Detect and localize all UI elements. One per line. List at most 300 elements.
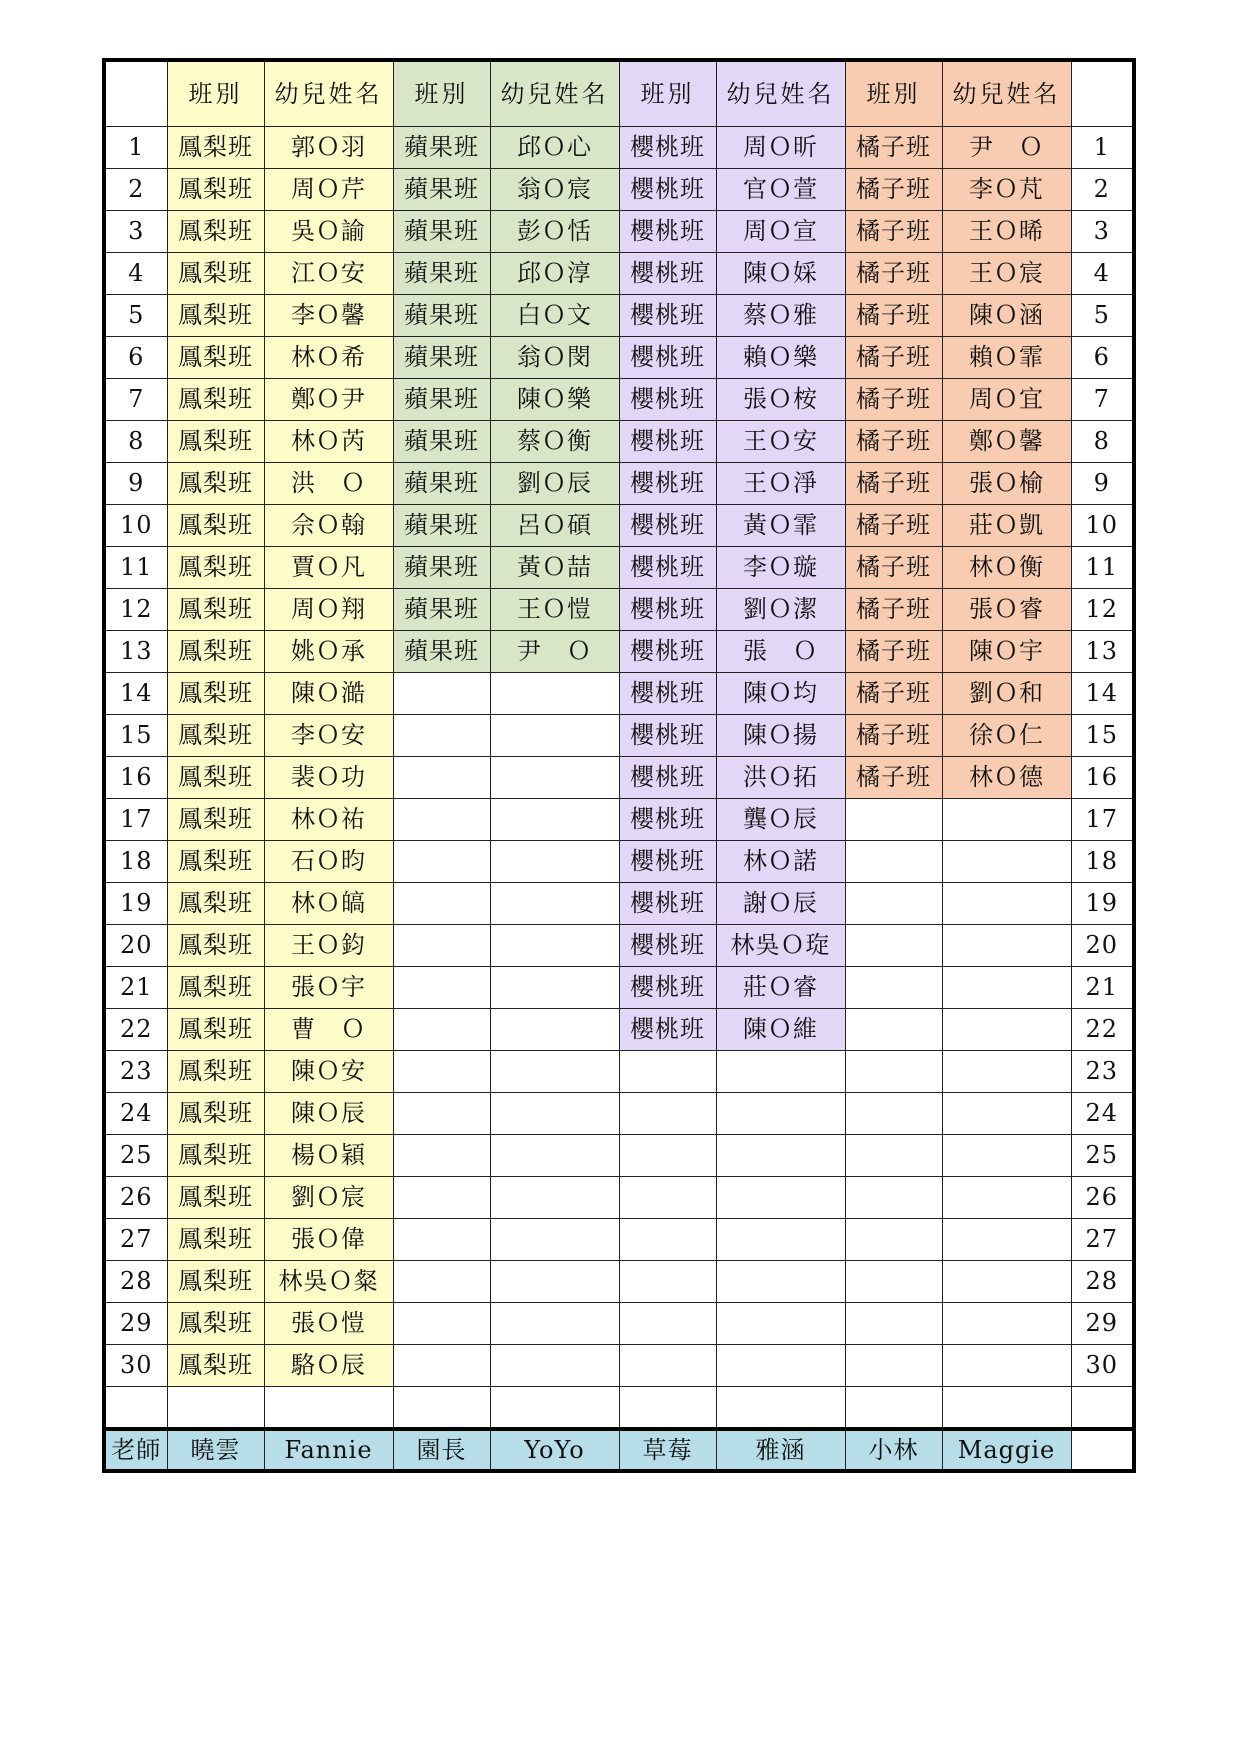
class-cell <box>393 673 490 715</box>
header-corner-right <box>1071 60 1134 127</box>
child-name-cell: 陳Ｏ維 <box>716 1009 845 1051</box>
child-name-cell: 林Ｏ希 <box>264 337 393 379</box>
class-cell: 櫻桃班 <box>619 547 716 589</box>
class-cell <box>619 1303 716 1345</box>
table-row <box>104 505 1134 547</box>
row-number-left: 23 <box>104 1051 167 1093</box>
blank-cell <box>1071 1387 1134 1430</box>
row-number-right: 16 <box>1071 757 1134 799</box>
child-name-cell: 賴Ｏ樂 <box>716 337 845 379</box>
class-cell: 鳳梨班 <box>167 1261 264 1303</box>
child-name-cell: 王Ｏ安 <box>716 421 845 463</box>
child-name-cell: 林吳Ｏ琁 <box>716 925 845 967</box>
row-number-right: 8 <box>1071 421 1134 463</box>
row-number-left: 29 <box>104 1303 167 1345</box>
child-name-cell: 江Ｏ安 <box>264 253 393 295</box>
class-cell: 鳳梨班 <box>167 1135 264 1177</box>
table-row <box>104 1177 1134 1219</box>
child-name-cell: 姚Ｏ承 <box>264 631 393 673</box>
header-name-label: 幼兒姓名 <box>490 60 619 127</box>
blank-cell <box>942 1387 1071 1430</box>
class-cell <box>619 1219 716 1261</box>
class-cell: 鳳梨班 <box>167 253 264 295</box>
row-number-left: 7 <box>104 379 167 421</box>
class-cell <box>393 1051 490 1093</box>
class-cell: 鳳梨班 <box>167 379 264 421</box>
child-name-cell <box>490 1135 619 1177</box>
child-name-cell: 王Ｏ愷 <box>490 589 619 631</box>
class-cell: 蘋果班 <box>393 547 490 589</box>
row-number-right: 11 <box>1071 547 1134 589</box>
class-cell: 鳳梨班 <box>167 799 264 841</box>
class-cell: 鳳梨班 <box>167 463 264 505</box>
class-cell <box>845 1135 942 1177</box>
class-cell <box>393 1345 490 1387</box>
class-cell <box>393 1093 490 1135</box>
class-cell <box>393 757 490 799</box>
table-row <box>104 463 1134 505</box>
row-number-right: 19 <box>1071 883 1134 925</box>
teacher-name: 小林 <box>845 1429 942 1471</box>
blank-cell <box>104 1387 167 1430</box>
child-name-cell: 彭Ｏ恬 <box>490 211 619 253</box>
blank-cell <box>393 1387 490 1430</box>
class-cell: 橘子班 <box>845 673 942 715</box>
row-number-right: 4 <box>1071 253 1134 295</box>
class-cell: 櫻桃班 <box>619 295 716 337</box>
class-cell <box>845 967 942 1009</box>
class-cell: 橘子班 <box>845 757 942 799</box>
child-name-cell <box>490 883 619 925</box>
class-cell: 鳳梨班 <box>167 505 264 547</box>
class-cell <box>845 1051 942 1093</box>
child-name-cell <box>490 1093 619 1135</box>
table-row <box>104 1093 1134 1135</box>
class-cell: 橘子班 <box>845 421 942 463</box>
class-cell: 蘋果班 <box>393 505 490 547</box>
child-name-cell: 林Ｏ皜 <box>264 883 393 925</box>
class-cell: 蘋果班 <box>393 253 490 295</box>
table-row <box>104 967 1134 1009</box>
teacher-blank-cell <box>1071 1429 1134 1471</box>
row-number-left: 11 <box>104 547 167 589</box>
header-corner-left <box>104 60 167 127</box>
class-cell: 櫻桃班 <box>619 421 716 463</box>
child-name-cell: 翁Ｏ閔 <box>490 337 619 379</box>
class-cell: 蘋果班 <box>393 421 490 463</box>
class-cell: 橘子班 <box>845 589 942 631</box>
child-name-cell: 林Ｏ德 <box>942 757 1071 799</box>
child-name-cell: 駱Ｏ辰 <box>264 1345 393 1387</box>
class-cell: 橘子班 <box>845 715 942 757</box>
row-number-left: 12 <box>104 589 167 631</box>
class-cell: 蘋果班 <box>393 211 490 253</box>
child-name-cell <box>490 841 619 883</box>
class-cell: 橘子班 <box>845 169 942 211</box>
class-cell <box>393 715 490 757</box>
child-name-cell: 周Ｏ宣 <box>716 211 845 253</box>
child-name-cell <box>490 715 619 757</box>
table-row <box>104 715 1134 757</box>
table-row <box>104 673 1134 715</box>
class-cell <box>845 1093 942 1135</box>
table-row <box>104 337 1134 379</box>
header-row <box>104 60 1134 127</box>
table-row <box>104 253 1134 295</box>
row-number-right: 14 <box>1071 673 1134 715</box>
class-cell <box>393 841 490 883</box>
child-name-cell <box>490 1303 619 1345</box>
child-name-cell <box>942 1177 1071 1219</box>
class-cell <box>845 1219 942 1261</box>
teacher-name: 園長 <box>393 1429 490 1471</box>
child-name-cell: 陳Ｏ宇 <box>942 631 1071 673</box>
child-name-cell: 劉Ｏ和 <box>942 673 1071 715</box>
child-name-cell: 蔡Ｏ衡 <box>490 421 619 463</box>
table-row <box>104 295 1134 337</box>
child-name-cell <box>716 1303 845 1345</box>
table-row <box>104 211 1134 253</box>
child-name-cell <box>942 1093 1071 1135</box>
row-number-left: 14 <box>104 673 167 715</box>
row-number-right: 24 <box>1071 1093 1134 1135</box>
child-name-cell <box>490 1219 619 1261</box>
class-cell: 蘋果班 <box>393 337 490 379</box>
class-cell: 鳳梨班 <box>167 757 264 799</box>
child-name-cell: 王Ｏ鈞 <box>264 925 393 967</box>
table-row <box>104 799 1134 841</box>
row-number-left: 25 <box>104 1135 167 1177</box>
row-number-left: 19 <box>104 883 167 925</box>
class-cell: 櫻桃班 <box>619 715 716 757</box>
row-number-left: 16 <box>104 757 167 799</box>
blank-cell <box>490 1387 619 1430</box>
class-cell: 橘子班 <box>845 127 942 169</box>
class-cell <box>393 1261 490 1303</box>
blank-cell <box>264 1387 393 1430</box>
row-number-right: 9 <box>1071 463 1134 505</box>
child-name-cell <box>716 1345 845 1387</box>
child-name-cell: 陳Ｏ安 <box>264 1051 393 1093</box>
table-row <box>104 1303 1134 1345</box>
row-number-left: 3 <box>104 211 167 253</box>
class-cell: 鳳梨班 <box>167 337 264 379</box>
child-name-cell: 莊Ｏ睿 <box>716 967 845 1009</box>
class-cell: 櫻桃班 <box>619 631 716 673</box>
row-number-left: 5 <box>104 295 167 337</box>
child-name-cell: 李Ｏ安 <box>264 715 393 757</box>
table-row <box>104 1261 1134 1303</box>
child-name-cell: 張Ｏ愷 <box>264 1303 393 1345</box>
child-name-cell: 龔Ｏ辰 <box>716 799 845 841</box>
row-number-left: 26 <box>104 1177 167 1219</box>
child-name-cell: 黃Ｏ霏 <box>716 505 845 547</box>
class-cell: 蘋果班 <box>393 463 490 505</box>
child-name-cell: 周Ｏ昕 <box>716 127 845 169</box>
row-number-left: 20 <box>104 925 167 967</box>
child-name-cell: 尹 Ｏ <box>490 631 619 673</box>
table-row <box>104 379 1134 421</box>
class-cell: 櫻桃班 <box>619 211 716 253</box>
child-name-cell: 王Ｏ宸 <box>942 253 1071 295</box>
child-name-cell: 裴Ｏ功 <box>264 757 393 799</box>
class-cell: 橘子班 <box>845 505 942 547</box>
row-number-left: 18 <box>104 841 167 883</box>
child-name-cell: 陳Ｏ揚 <box>716 715 845 757</box>
child-name-cell: 邱Ｏ淳 <box>490 253 619 295</box>
class-cell: 櫻桃班 <box>619 505 716 547</box>
table-row <box>104 757 1134 799</box>
child-name-cell: 張Ｏ榆 <box>942 463 1071 505</box>
teacher-name: Maggie <box>942 1429 1071 1471</box>
class-cell: 橘子班 <box>845 379 942 421</box>
class-cell: 蘋果班 <box>393 379 490 421</box>
class-cell: 櫻桃班 <box>619 799 716 841</box>
child-name-cell: 呂Ｏ碩 <box>490 505 619 547</box>
class-cell: 櫻桃班 <box>619 337 716 379</box>
class-cell <box>845 1261 942 1303</box>
table-row <box>104 925 1134 967</box>
row-number-right: 10 <box>1071 505 1134 547</box>
class-cell: 蘋果班 <box>393 295 490 337</box>
child-name-cell: 曹 Ｏ <box>264 1009 393 1051</box>
class-cell <box>845 883 942 925</box>
row-number-left: 6 <box>104 337 167 379</box>
child-name-cell: 洪 Ｏ <box>264 463 393 505</box>
row-number-left: 22 <box>104 1009 167 1051</box>
child-name-cell <box>490 1345 619 1387</box>
blank-cell <box>845 1387 942 1430</box>
child-name-cell: 周Ｏ宜 <box>942 379 1071 421</box>
child-name-cell: 謝Ｏ辰 <box>716 883 845 925</box>
class-cell <box>845 1303 942 1345</box>
teacher-name: 雅涵 <box>716 1429 845 1471</box>
class-cell: 鳳梨班 <box>167 127 264 169</box>
child-name-cell <box>490 1051 619 1093</box>
class-cell: 橘子班 <box>845 295 942 337</box>
child-name-cell: 張Ｏ偉 <box>264 1219 393 1261</box>
row-number-right: 28 <box>1071 1261 1134 1303</box>
child-name-cell: 張Ｏ桉 <box>716 379 845 421</box>
class-cell: 橘子班 <box>845 547 942 589</box>
table-row <box>104 883 1134 925</box>
child-name-cell <box>942 841 1071 883</box>
row-number-right: 5 <box>1071 295 1134 337</box>
child-name-cell: 周Ｏ芹 <box>264 169 393 211</box>
child-name-cell: 張Ｏ宇 <box>264 967 393 1009</box>
child-name-cell <box>942 1135 1071 1177</box>
class-cell: 櫻桃班 <box>619 673 716 715</box>
child-name-cell <box>490 1177 619 1219</box>
row-number-right: 17 <box>1071 799 1134 841</box>
class-cell: 蘋果班 <box>393 589 490 631</box>
class-cell: 橘子班 <box>845 253 942 295</box>
class-cell: 櫻桃班 <box>619 841 716 883</box>
row-number-right: 22 <box>1071 1009 1134 1051</box>
child-name-cell <box>490 1009 619 1051</box>
row-number-left: 8 <box>104 421 167 463</box>
row-number-right: 7 <box>1071 379 1134 421</box>
child-name-cell: 劉Ｏ宸 <box>264 1177 393 1219</box>
class-cell: 鳳梨班 <box>167 967 264 1009</box>
class-cell <box>845 841 942 883</box>
blank-row <box>104 1387 1134 1430</box>
child-name-cell: 陳Ｏ澔 <box>264 673 393 715</box>
class-cell: 鳳梨班 <box>167 925 264 967</box>
class-cell: 鳳梨班 <box>167 295 264 337</box>
row-number-left: 2 <box>104 169 167 211</box>
class-cell: 鳳梨班 <box>167 883 264 925</box>
header-class-label: 班別 <box>619 60 716 127</box>
child-name-cell: 鄭Ｏ尹 <box>264 379 393 421</box>
row-number-right: 15 <box>1071 715 1134 757</box>
class-cell: 櫻桃班 <box>619 757 716 799</box>
class-cell: 鳳梨班 <box>167 211 264 253</box>
child-name-cell: 李Ｏ璇 <box>716 547 845 589</box>
child-name-cell <box>942 1051 1071 1093</box>
child-name-cell: 楊Ｏ穎 <box>264 1135 393 1177</box>
table-row <box>104 547 1134 589</box>
class-cell: 鳳梨班 <box>167 631 264 673</box>
child-name-cell: 陳Ｏ涵 <box>942 295 1071 337</box>
roster-table <box>102 58 1136 1473</box>
child-name-cell: 黃Ｏ喆 <box>490 547 619 589</box>
blank-cell <box>716 1387 845 1430</box>
row-number-right: 27 <box>1071 1219 1134 1261</box>
class-cell: 櫻桃班 <box>619 379 716 421</box>
class-cell: 櫻桃班 <box>619 1009 716 1051</box>
child-name-cell: 石Ｏ昀 <box>264 841 393 883</box>
table-row <box>104 421 1134 463</box>
class-cell <box>393 799 490 841</box>
child-name-cell: 林吳Ｏ粲 <box>264 1261 393 1303</box>
table-row <box>104 841 1134 883</box>
child-name-cell: 陳Ｏ均 <box>716 673 845 715</box>
header-name-label: 幼兒姓名 <box>942 60 1071 127</box>
row-number-left: 17 <box>104 799 167 841</box>
class-cell <box>393 967 490 1009</box>
row-number-right: 12 <box>1071 589 1134 631</box>
row-number-right: 26 <box>1071 1177 1134 1219</box>
child-name-cell: 徐Ｏ仁 <box>942 715 1071 757</box>
row-number-left: 1 <box>104 127 167 169</box>
row-number-left: 21 <box>104 967 167 1009</box>
class-cell: 櫻桃班 <box>619 127 716 169</box>
child-name-cell <box>942 1009 1071 1051</box>
row-number-right: 23 <box>1071 1051 1134 1093</box>
class-cell <box>619 1345 716 1387</box>
child-name-cell <box>942 1219 1071 1261</box>
class-cell <box>393 1303 490 1345</box>
class-cell: 鳳梨班 <box>167 841 264 883</box>
class-cell: 橘子班 <box>845 337 942 379</box>
child-name-cell: 官Ｏ萱 <box>716 169 845 211</box>
table-row <box>104 589 1134 631</box>
class-cell: 橘子班 <box>845 631 942 673</box>
class-cell: 櫻桃班 <box>619 925 716 967</box>
row-number-right: 1 <box>1071 127 1134 169</box>
child-name-cell: 蔡Ｏ雅 <box>716 295 845 337</box>
row-number-left: 15 <box>104 715 167 757</box>
blank-cell <box>619 1387 716 1430</box>
teacher-name: 曉雲 <box>167 1429 264 1471</box>
row-number-right: 25 <box>1071 1135 1134 1177</box>
child-name-cell: 陳Ｏ樂 <box>490 379 619 421</box>
class-cell <box>845 1177 942 1219</box>
row-number-left: 24 <box>104 1093 167 1135</box>
class-cell: 鳳梨班 <box>167 715 264 757</box>
class-cell: 鳳梨班 <box>167 1303 264 1345</box>
child-name-cell <box>716 1219 845 1261</box>
child-name-cell: 張Ｏ睿 <box>942 589 1071 631</box>
row-number-right: 3 <box>1071 211 1134 253</box>
child-name-cell <box>490 1261 619 1303</box>
row-number-left: 9 <box>104 463 167 505</box>
header-class-label: 班別 <box>393 60 490 127</box>
class-cell <box>845 1345 942 1387</box>
class-cell: 蘋果班 <box>393 127 490 169</box>
class-cell <box>393 1177 490 1219</box>
class-cell: 櫻桃班 <box>619 589 716 631</box>
class-cell: 鳳梨班 <box>167 1219 264 1261</box>
child-name-cell: 周Ｏ翔 <box>264 589 393 631</box>
header-name-label: 幼兒姓名 <box>264 60 393 127</box>
child-name-cell <box>942 1345 1071 1387</box>
header-name-label: 幼兒姓名 <box>716 60 845 127</box>
child-name-cell: 林Ｏ衡 <box>942 547 1071 589</box>
child-name-cell: 郭Ｏ羽 <box>264 127 393 169</box>
child-name-cell: 林Ｏ諾 <box>716 841 845 883</box>
class-cell: 蘋果班 <box>393 631 490 673</box>
class-cell <box>393 925 490 967</box>
child-name-cell <box>716 1177 845 1219</box>
child-name-cell: 佘Ｏ翰 <box>264 505 393 547</box>
child-name-cell <box>716 1135 845 1177</box>
class-cell: 鳳梨班 <box>167 1009 264 1051</box>
table-row <box>104 1135 1134 1177</box>
row-number-right: 29 <box>1071 1303 1134 1345</box>
table-row <box>104 1219 1134 1261</box>
class-cell <box>619 1261 716 1303</box>
row-number-left: 28 <box>104 1261 167 1303</box>
child-name-cell: 劉Ｏ潔 <box>716 589 845 631</box>
class-cell: 鳳梨班 <box>167 1093 264 1135</box>
table-row <box>104 169 1134 211</box>
class-cell <box>619 1093 716 1135</box>
row-number-left: 27 <box>104 1219 167 1261</box>
teacher-row <box>104 1429 1134 1471</box>
class-cell: 鳳梨班 <box>167 589 264 631</box>
teacher-name: Fannie <box>264 1429 393 1471</box>
class-cell: 蘋果班 <box>393 169 490 211</box>
class-cell <box>393 1135 490 1177</box>
class-cell: 櫻桃班 <box>619 967 716 1009</box>
child-name-cell: 白Ｏ文 <box>490 295 619 337</box>
table-row <box>104 127 1134 169</box>
row-number-right: 30 <box>1071 1345 1134 1387</box>
class-cell: 櫻桃班 <box>619 253 716 295</box>
class-cell <box>845 1009 942 1051</box>
class-cell <box>619 1135 716 1177</box>
row-number-left: 30 <box>104 1345 167 1387</box>
class-cell: 櫻桃班 <box>619 169 716 211</box>
child-name-cell: 李Ｏ馨 <box>264 295 393 337</box>
child-name-cell: 林Ｏ芮 <box>264 421 393 463</box>
child-name-cell: 洪Ｏ拓 <box>716 757 845 799</box>
header-class-label: 班別 <box>167 60 264 127</box>
class-cell <box>619 1051 716 1093</box>
class-cell <box>393 1219 490 1261</box>
